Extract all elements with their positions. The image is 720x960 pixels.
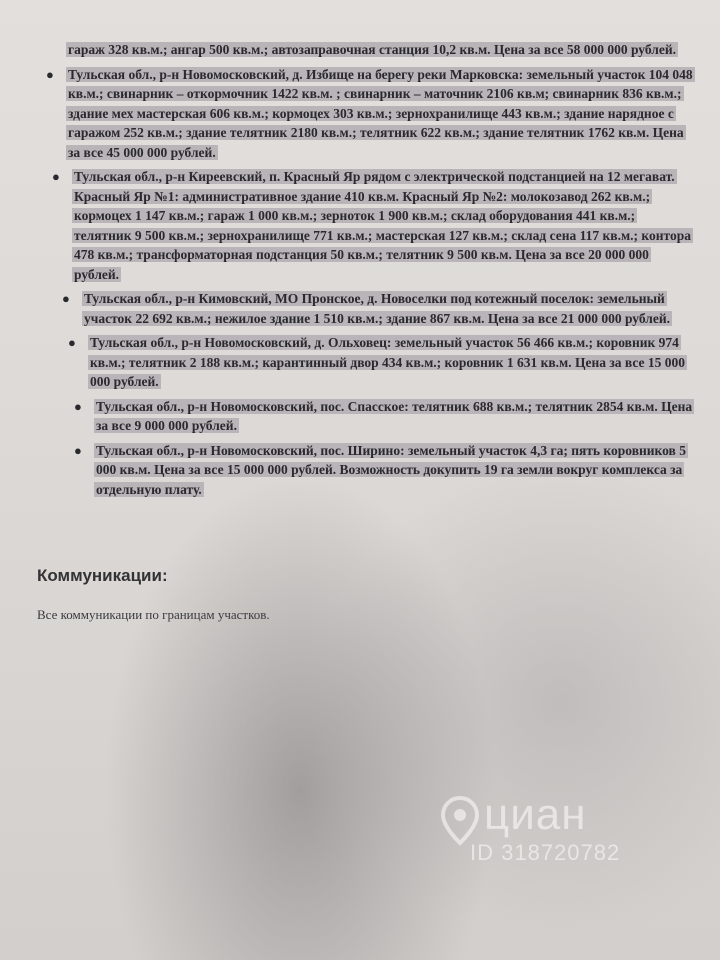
list-item [52,289,694,328]
watermark-brand: циан [484,790,587,839]
location-pin-icon [440,796,480,846]
listing-text: Тульская обл., р-н Новомосковский, пос. Ширино: земельный участок 4,3 га; пять коровников 5 000 кв.м. Цена за все 15 000 000 рублей. Возможность докупить 19 га земли вокруг комплекса за отдельную плату. [96,442,686,497]
listing-text: гараж 328 кв.м.; ангар 500 кв.м.; автозаправочная станция 10,2 кв.м. Цена за все 58 000 000 рублей. [68,42,677,57]
bullet-icon: ● [52,169,60,184]
communications-text: Все коммуникации по границам участков. [37,607,270,622]
watermark-id: ID 318720782 [470,840,621,865]
watermark [440,790,680,880]
listing-text: Тульская обл., р-н Киреевский, п. Красный Яр рядом с электрической подстанцией на 12 мегават. Красный Яр №1: административное здание 410 кв.м. Красный Яр №2: молокозавод 262 кв.м.; кормоцех 1 147 кв.м.; гараж 1 000 кв.м.; зерноток 1 900 кв.м.; склад оборудования 441 кв.м.; телятник 9 500 кв.м.; зернохранилище 771 кв.м.; мастерская 127 кв.м.; склад сена 117 кв.м.; контора 478 кв.м.; трансформаторная подстанция 50 кв.м.; телятник 9 500 кв.м. Цена за все 20 000 000 рублей. [74,169,691,282]
listing-text: Тульская обл., р-н Новомосковский, д. Ольховец: земельный участок 56 466 кв.м.; коровник 974 кв.м.; телятник 2 188 кв.м.; карантинный двор 434 кв.м.; коровник 1 631 кв.м. Цена за все 15 000 000 рублей. [90,335,686,389]
list-item [64,397,694,436]
bullet-icon: ● [74,398,82,414]
bullet-icon: ● [46,66,54,82]
bullet-icon: ● [74,442,82,458]
communications-heading: Коммуникации: [37,566,168,585]
list-item [42,167,694,284]
bullet-icon: ● [68,335,76,350]
list-item [58,333,694,392]
bullet-icon: ● [62,291,70,306]
listing-text: Тульская обл., р-н Кимовский, МО Пронское, д. Новоселки под котежный поселок: земельный участок 22 692 кв.м.; нежилое здание 1 510 кв.м.; здание 867 кв.м. Цена за все 21 000 000 рублей. [84,291,670,326]
list-item [36,65,694,163]
listing-list [34,40,694,504]
list-item [34,40,694,60]
listing-text: Тульская обл., р-н Новомосковский, д. Избище на берегу реки Марковска: земельный участок 104 048 кв.м.; свинарник – откормочник 1422 кв.м. ; свинарник – маточник 2106 кв.м; свинарник 836 кв.м.; здание мех мастерская 606 кв.м.; кормоцех 303 кв.м.; зернохранилище 443 кв.м.; здание нарядное с гаражом 252 кв.м.; здание телятник 2180 кв.м.; телятник 622 кв.м.; здание телятник 1762 кв.м. Цена за все 45 000 000 рублей. [68,66,693,160]
list-item [64,441,694,500]
listing-text: Тульская обл., р-н Новомосковский, пос. Спасское: телятник 688 кв.м.; телятник 2854 кв.м. Цена за все 9 000 000 рублей. [96,398,693,433]
